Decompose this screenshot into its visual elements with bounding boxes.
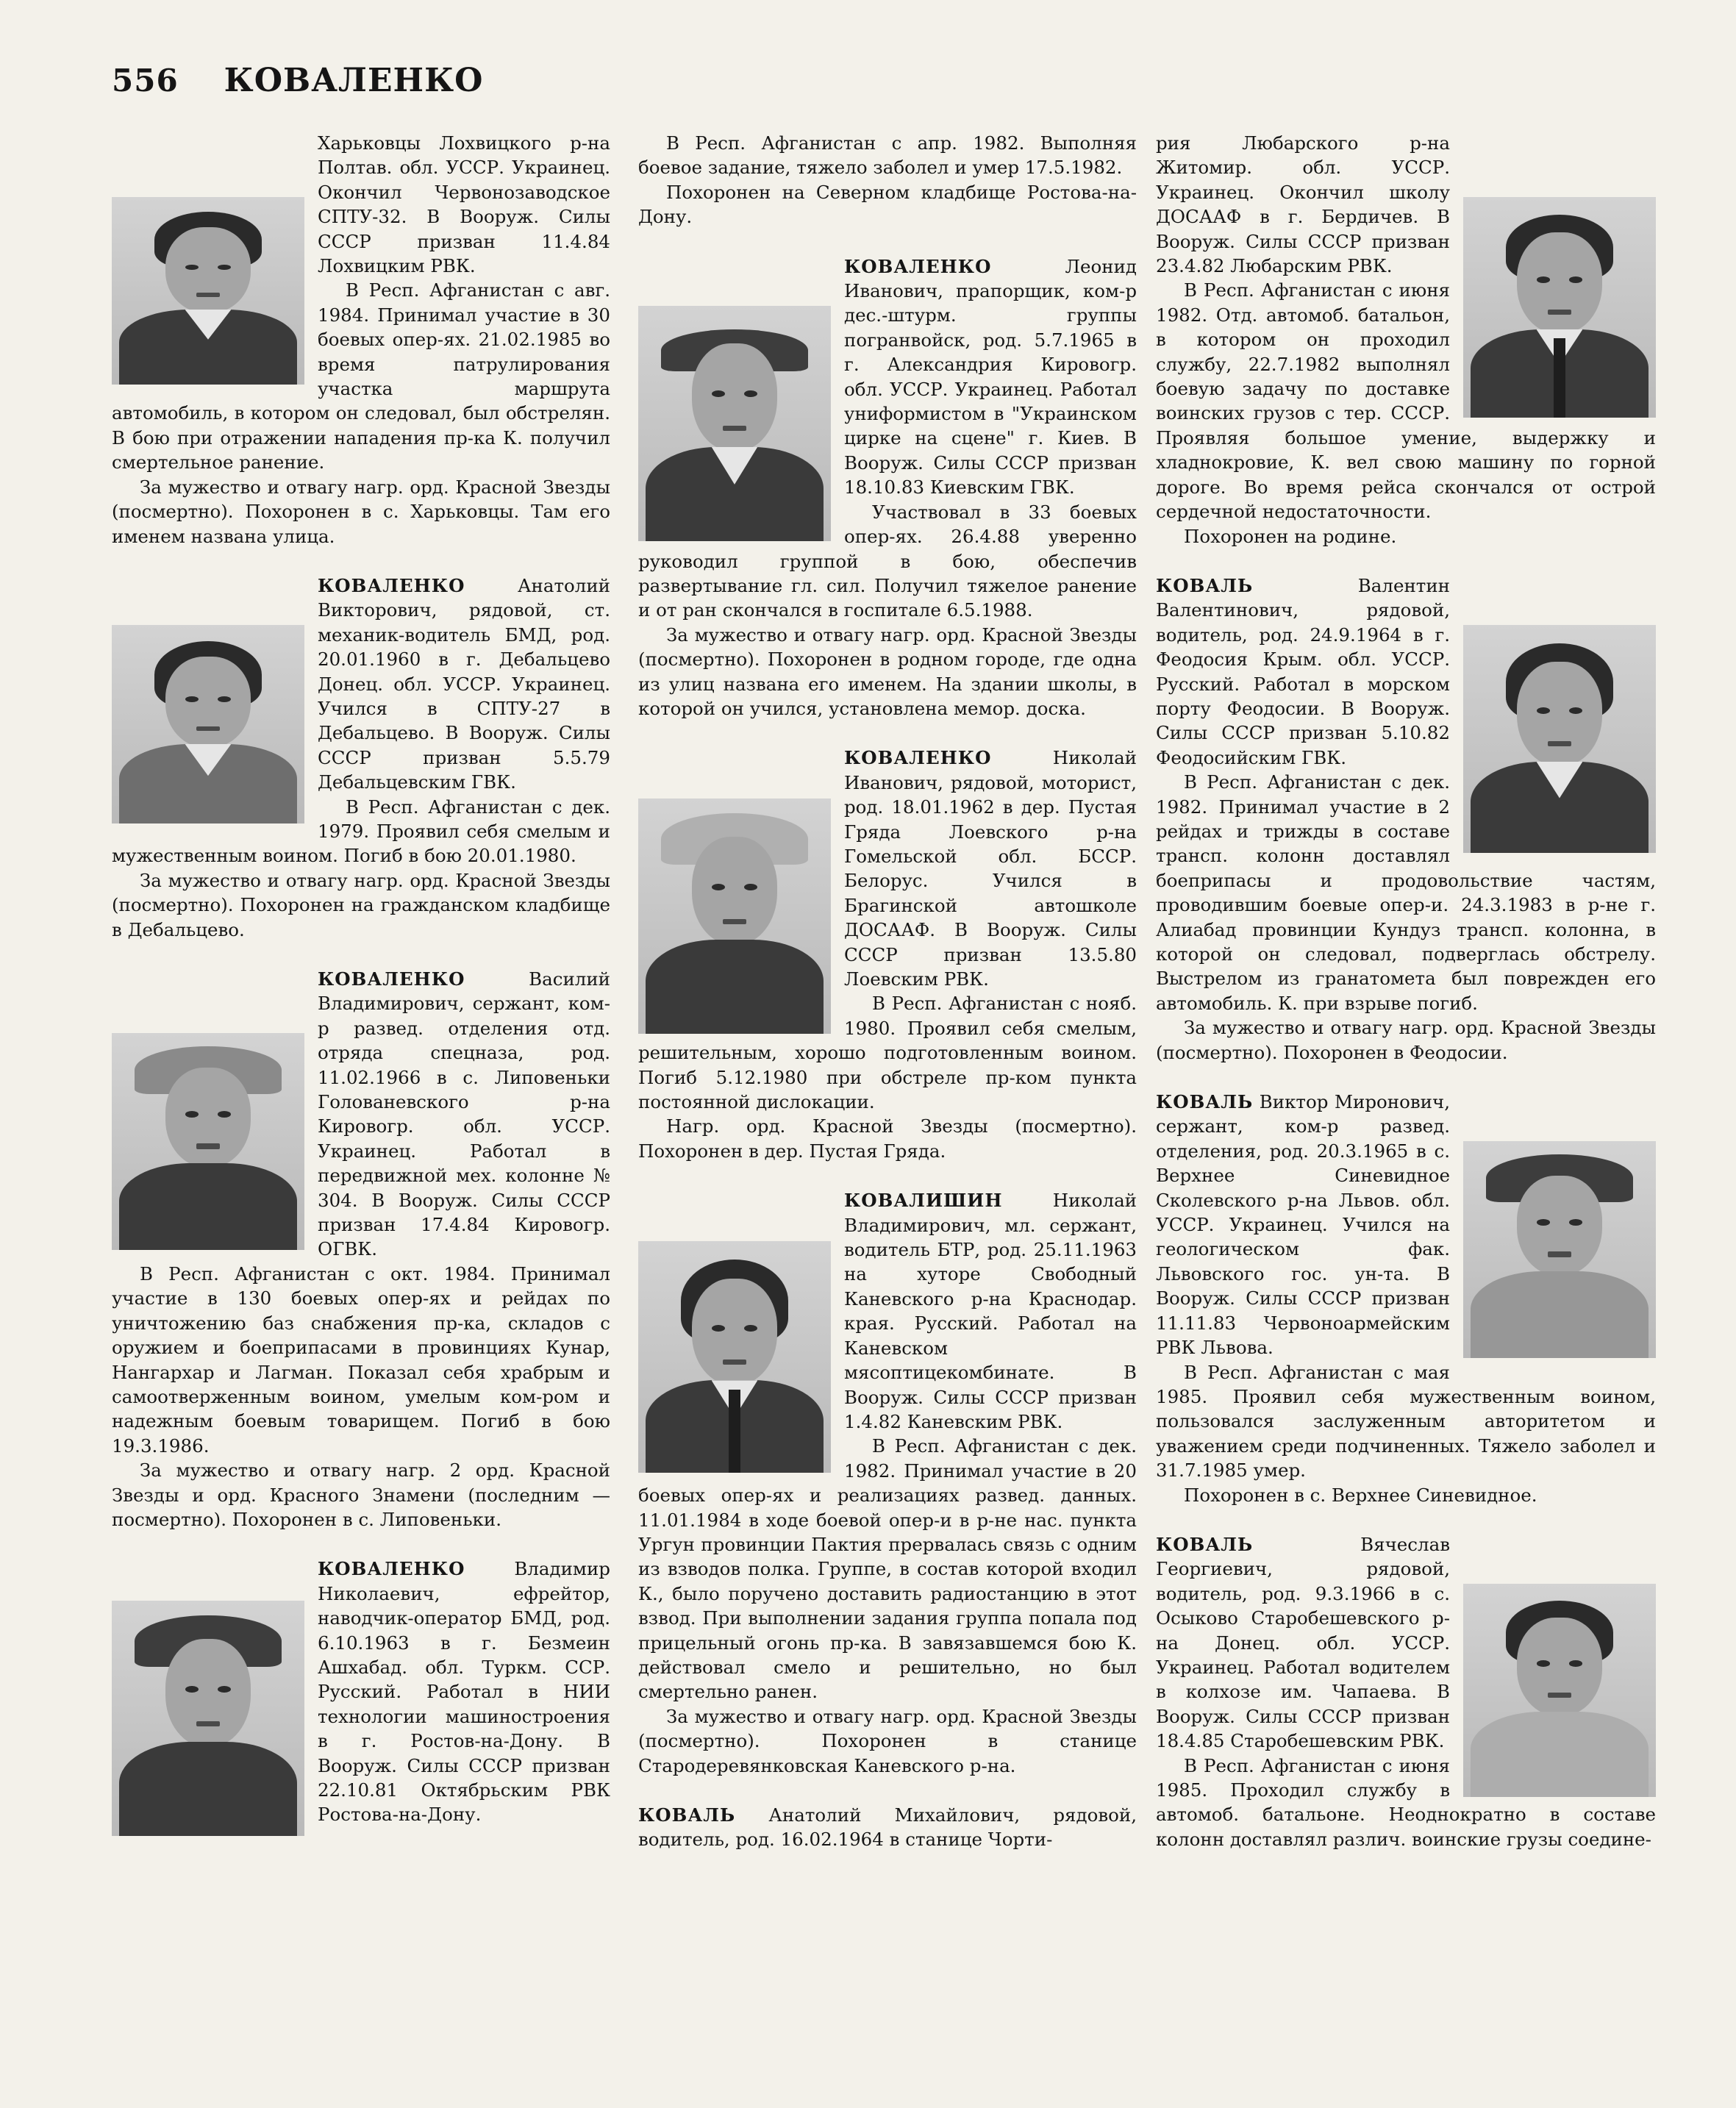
portrait-photo [1463,1141,1656,1358]
entry-surname: КОВАЛЬ [638,1804,736,1826]
entry-text: За мужество и отвагу нагр. орд. Красной Звезды (посмертно). Похоронен на гражданском кладбище в Дебальцево. [112,869,610,940]
running-head: КОВАЛЕНКО [224,62,484,99]
portrait-photo [1463,1584,1656,1797]
entry-text: За мужество и отвагу нагр. орд. Красной Звезды (посмертно). Похоронен в станице Стародеревянковская Каневского р-на. [638,1705,1137,1776]
entry-text: За мужество и отвагу нагр. 2 орд. Красной Звезды и орд. Красного Знамени (последним — посмертно). Похоронен в с. Липовеньки. [112,1459,610,1530]
portrait-photo [1463,197,1656,418]
portrait-photo [638,306,831,541]
entry-text: За мужество и отвагу нагр. орд. Красной Звезды (посмертно). Похоронен в Феодосии. [1156,1017,1656,1063]
entry-continuation [112,131,610,549]
entry-text: Нагр. орд. Красной Звезды (посмертно). Похоронен в дер. Пустая Гряда. [638,1115,1137,1162]
entry-text: Василий Владимирович, сержант, ком-р развед. отделения отд. отряда спецназа, род. 11.02.1966 в с. Липовеньки Голованевского р-на Кировогр. обл. УССР. Украинец. Работал в передвижной мех. колонне № 304. В Вооруж. Силы СССР призван 17.4.84 Кировогр. ОГВК. [318,968,610,1260]
entry-text: За мужество и отвагу нагр. орд. Красной Звезды (посмертно). Похоронен в с. Харьковцы. Там его именем названа улица. [112,476,610,547]
column-1 [112,131,610,1852]
entry-text: В Респ. Афганистан с авг. 1984. Принимал участие в 30 боевых опер-ях. 21.02.1985 во время патрулирования участка маршрута автомобиль, в котором он следовал, был обстрелян. В бою при отражении нападения пр-ка К. получил смертельное ранение. [112,279,610,474]
portrait-photo [112,1033,304,1250]
entry-koval-vyacheslav [1156,1532,1656,1851]
entry-text: Владимир Николаевич, ефрейтор, наводчик-оператор БМД, род. 6.10.1963 в г. Безмеин Ашхабад. обл. Туркм. ССР. Русский. Работал в НИИ технологии машиностроения в г. Ростов-на-Дону. В Вооруж. Силы СССР призван 22.10.81 Октябрьским РВК Ростова-на-Дону. [318,1558,610,1826]
entry-text: Участвовал в 33 боевых опер-ях. 26.4.88 уверенно руководил группой в бою, обеспечив развертывание гл. сил. Получил тяжелое ранение и от ран скончался в госпитале 6.5.1988. [638,501,1137,621]
entry-text: В Респ. Афганистан с июня 1982. Отд. автомоб. батальон, в котором он проходил службу, 22.7.1982 выполнял боевую задачу по доставке воинских грузов с тер. СССР. Проявляя большое умение, выдержку и хладнокровие, К. вел свою машину по горной дороге. Во время рейса скончался от острой сердечной недостаточности. [1156,279,1656,523]
entry-text: Похоронен на Северном кладбище Ростова-на-Дону. [638,181,1137,228]
entry-surname: КОВАЛЕНКО [844,747,992,769]
page-header [112,62,483,106]
entry-kovalenko-nikolay [638,746,1137,1163]
entry-koval-anatoly [638,1803,1137,1852]
portrait-photo [112,1601,304,1836]
entry-continuation [1156,131,1656,549]
entry-koval-valentin [1156,574,1656,1065]
entry-text: За мужество и отвагу нагр. орд. Красной Звезды (посмертно). Похоронен в родном городе, где одна из улиц названа его именем. На здании школы, в которой он учился, установлена мемор. доска. [638,624,1137,719]
portrait-photo [112,625,304,823]
entry-text: Валентин Валентинович, рядовой, водитель, род. 24.9.1964 в г. Феодосия Крым. обл. УССР. Русский. Работал в морском порту Феодосии. В Вооруж. Силы СССР призван 5.10.82 Феодосийским ГВК. [1156,574,1450,768]
entry-text: В Респ. Афганистан с дек. 1979. Проявил себя смелым и мужественным воином. Погиб в бою 20.01.1980. [112,796,610,867]
entry-kovalenko-vasily [112,967,610,1532]
column-2 [638,131,1137,1877]
entry-kovalenko-vladimir [112,1557,610,1826]
page-number: 556 [112,62,179,99]
entry-surname: КОВАЛЕНКО [844,255,992,277]
entry-text: Похоронен в с. Верхнее Синевидное. [1184,1484,1537,1506]
column-3 [1156,131,1656,1876]
entry-text: Леонид Иванович, прапорщик, ком-р дес.-штурм. группы погранвойск, род. 5.7.1965 в г. Александрия Кировогр. обл. УССР. Украинец. Работал униформистом в "Украинском цирке на сцене" г. Киев. В Вооруж. Силы СССР призван 18.10.83 Киевским ГВК. [844,255,1137,499]
entry-text: Вячеслав Георгиевич, рядовой, водитель, род. 9.3.1966 в с. Осыково Старобешевского р-на Донец. обл. УССР. Украинец. Работал водителем в колхозе им. Чапаева. В Вооруж. Силы СССР призван 18.4.85 Старобешевским РВК. [1156,1533,1450,1752]
entry-kovalishin-nikolay [638,1188,1137,1778]
entry-kovalenko-anatoly [112,574,610,942]
entry-surname: КОВАЛЕНКО [318,968,465,990]
portrait-photo [1463,625,1656,853]
portrait-photo [638,1241,831,1473]
entry-text: Анатолий Михайлович, рядовой, водитель, род. 16.02.1964 в станице Чорти- [638,1804,1137,1851]
entry-text: Виктор Миронович, сержант, ком-р развед. отделения, род. 20.3.1965 в с. Верхнее Синевидное Сколевского р-на Львов. обл. УССР. Украинец. Учился на геологическом фак. Львовского гос. ун-та. В Вооруж. Силы СССР призван 11.11.83 Червоноармейским РВК Львова. [1156,1091,1450,1359]
entry-koval-viktor [1156,1090,1656,1507]
entry-surname: КОВАЛЕНКО [318,1558,465,1580]
entry-text: В Респ. Афганистан с мая 1985. Проявил себя мужественным воином, пользовался заслуженным авторитетом и уважением среди подчиненных. Тяжело заболел и 31.7.1985 умер. [1156,1361,1656,1482]
entry-text: Николай Владимирович, мл. сержант, водитель БТР, род. 25.11.1963 на хуторе Свободный Каневского р-на Краснодар. края. Русский. Работал на Каневском мясоптицекомбинате. В Вооруж. Силы СССР призван 1.4.82 Каневским РВК. [844,1190,1137,1432]
entry-text: Похоронен на родине. [1184,525,1397,547]
entry-kovalenko-leonid [638,254,1137,721]
portrait-photo [112,197,304,385]
entry-surname: КОВАЛЬ [1156,574,1254,596]
entry-continuation [638,131,1137,229]
entry-text: Харьковцы Лохвицкого р-на Полтав. обл. УССР. Украинец. Окончил Червонозаводское СПТУ-32. В Вооруж. Силы СССР призван 11.4.84 Лохвицким РВК. [318,132,610,277]
entry-text: В Респ. Афганистан с окт. 1984. Принимал участие в 130 боевых опер-ях и рейдах по уничтожению баз снабжения пр-ка, складов с оружием и боеприпасами в провинциях Кунар, Нангархар и Лагман. Показал себя храбрым и самоотверженным воином, умелым ком-ром и надежным боевым товарищем. Погиб в бою 19.3.1986. [112,1262,610,1457]
entry-text: Анатолий Викторович, рядовой, ст. механик-водитель БМД, род. 20.01.1960 в г. Дебальцево Донец. обл. УССР. Украинец. Учился в СПТУ-27 в Дебальцево. В Вооруж. Силы СССР призван 5.5.79 Дебальцевским ГВК. [318,574,610,793]
entry-surname: КОВАЛЬ [1156,1533,1254,1555]
entry-text: В Респ. Афганистан с дек. 1982. Принимал участие в 2 рейдах и трижды в составе трансп. колонн доставлял боеприпасы и продовольствие частям, проводившим боевые опер-и. 24.3.1983 в р-не г. Алиабад провинции Кундуз трансп. колонна, в которой он следовал, подверглась обстрелу. Выстрелом из гранатомета был поврежден его автомобиль. К. при взрыве погиб. [1156,771,1656,1014]
entry-surname: КОВАЛЬ [1156,1091,1254,1113]
entry-text: В Респ. Афганистан с дек. 1982. Принимал участие в 20 боевых опер-ях и реализациях развед. данных. 11.01.1984 в ходе боевой опер-и в р-не нас. пункта Ургун провинции Пактия прервалась связь с одним из взводов полка. Группе, в состав которой входил К., было поручено доставить радиостанцию в этот взвод. При выполнении задания группа попала под прицельный огонь пр-ка. В завязавшемся бою К. действовал смело и решительно, но был смертельно ранен. [638,1435,1137,1703]
entry-text: В Респ. Афганистан с июня 1985. Проходил службу в автомоб. батальоне. Неоднократно в составе колонн доставлял различ. воинские грузы соедине- [1156,1754,1656,1850]
entry-text: рия Любарского р-на Житомир. обл. УССР. Украинец. Окончил школу ДОСААФ в г. Бердичев. В Вооруж. Силы СССР призван 23.4.82 Любарским РВК. [1156,132,1450,277]
portrait-photo [638,798,831,1034]
entry-text: В Респ. Афганистан с апр. 1982. Выполняя боевое задание, тяжело заболел и умер 17.5.1982. [638,132,1137,179]
entry-text: Николай Иванович, рядовой, моторист, род. 18.01.1962 в дер. Пустая Гряда Лоевского р-на Гомельской обл. БССР. Белорус. Учился в Брагинской автошколе ДОСААФ. В Вооруж. Силы СССР призван 13.5.80 Лоевским РВК. [844,747,1137,990]
entry-text: В Респ. Афганистан с нояб. 1980. Проявил себя смелым, решительным, хорошо подготовленным воином. Погиб 5.12.1980 при обстреле пр-ком пункта постоянной дислокации. [638,993,1137,1113]
entry-surname: КОВАЛЕНКО [318,574,465,596]
entry-surname: КОВАЛИШИН [844,1190,1003,1212]
